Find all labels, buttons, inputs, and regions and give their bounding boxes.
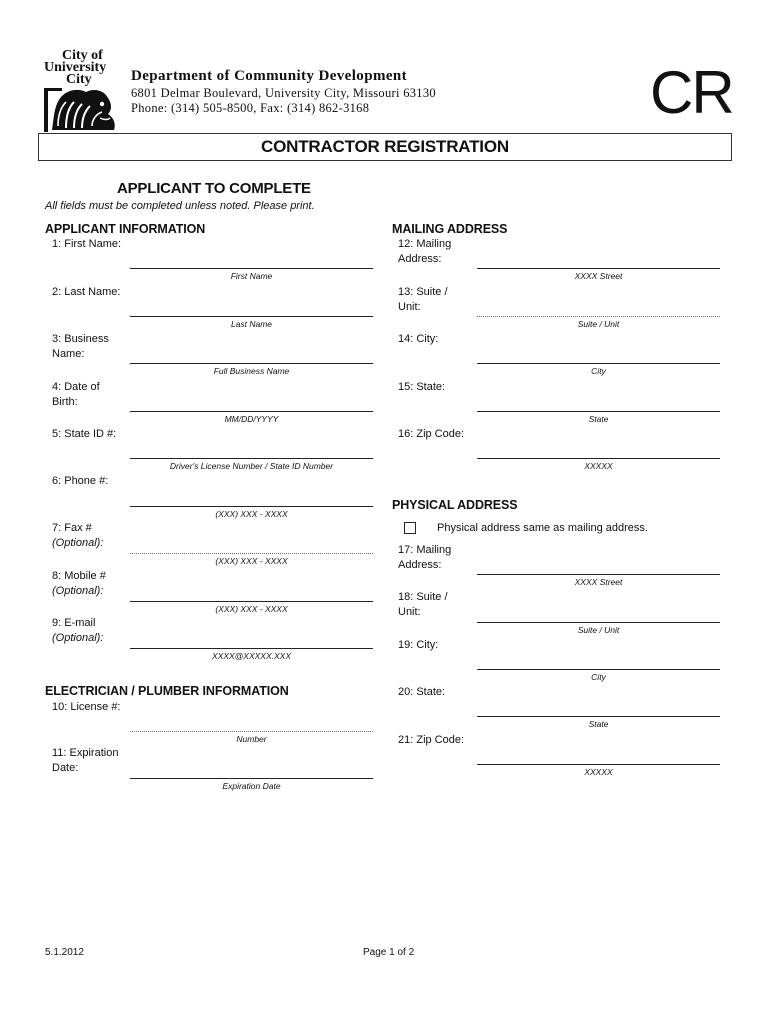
applicant-hint-1: First Name	[230, 271, 273, 281]
physical-input-line-3[interactable]	[477, 669, 720, 670]
physical-label-3: 19: City:	[398, 639, 439, 651]
mailing-label-3: 14: City:	[398, 333, 439, 345]
applicant-label-2: 2: Last Name:	[52, 286, 121, 298]
physical-label-5: 21: Zip Code:	[398, 734, 465, 746]
physical-input-line-1[interactable]	[477, 574, 720, 575]
applicant-hint-7: (XXX) XXX - XXXX	[215, 556, 288, 566]
physical-label-1: 17: Mailing Address:	[398, 544, 452, 571]
applicant-input-line-1[interactable]	[130, 268, 373, 269]
physical-input-line-4[interactable]	[477, 716, 720, 717]
department-name: Department of Community Development	[131, 68, 408, 84]
mailing-hint-4: State	[588, 414, 609, 424]
physical-hint-3: City	[591, 672, 606, 682]
electrician-label-2: 11: Expiration Date:	[52, 747, 119, 774]
applicant-input-line-5[interactable]	[130, 458, 373, 459]
physical-hint-4: State	[588, 719, 609, 729]
applicant-input-line-4[interactable]	[130, 411, 373, 412]
mailing-hint-2: Suite / Unit	[577, 319, 620, 329]
applicant-label-5: 5: State ID #:	[52, 428, 117, 440]
logo-line-2: University	[44, 60, 107, 75]
mailing-address-heading: MAILING ADDRESS	[392, 222, 508, 236]
logo-line-1: City of	[62, 48, 103, 63]
electrician-hint-2: Expiration Date	[222, 781, 281, 791]
applicant-hint-5: Driver's License Number / State ID Number	[169, 461, 334, 471]
footer-date: 5.1.2012	[45, 947, 84, 958]
applicant-input-line-6[interactable]	[130, 506, 373, 507]
physical-hint-2: Suite / Unit	[577, 625, 620, 635]
mailing-hint-3: City	[591, 366, 606, 376]
physical-input-line-2[interactable]	[477, 622, 720, 623]
applicant-input-line-2[interactable]	[130, 316, 373, 317]
form-code: CR	[650, 59, 733, 126]
mailing-input-line-2[interactable]	[477, 316, 720, 317]
applicant-heading: APPLICANT TO COMPLETE	[117, 180, 311, 197]
mailing-label-1: 12: Mailing Address:	[398, 238, 452, 265]
same-as-mailing-label: Physical address same as mailing address.	[437, 522, 648, 534]
applicant-input-line-8[interactable]	[130, 601, 373, 602]
electrician-input-line-2[interactable]	[130, 778, 373, 779]
applicant-info-heading: APPLICANT INFORMATION	[45, 222, 206, 236]
same-as-mailing-checkbox[interactable]	[404, 522, 416, 534]
applicant-label-7: 7: Fax #	[52, 522, 92, 534]
applicant-optional-8: (Optional):	[52, 585, 104, 597]
mailing-input-line-1[interactable]	[477, 268, 720, 269]
mailing-input-line-4[interactable]	[477, 411, 720, 412]
form-title: CONTRACTOR REGISTRATION	[261, 137, 509, 156]
applicant-hint-8: (XXX) XXX - XXXX	[215, 604, 288, 614]
logo-line-3: City	[66, 72, 92, 87]
applicant-label-4: 4: Date of Birth:	[52, 381, 100, 408]
applicant-optional-7: (Optional):	[52, 537, 104, 549]
applicant-hint-4: MM/DD/YYYY	[224, 414, 279, 424]
mailing-label-5: 16: Zip Code:	[398, 428, 465, 440]
applicant-label-6: 6: Phone #:	[52, 475, 109, 487]
electrician-hint-1: Number	[236, 734, 267, 744]
city-logo	[44, 48, 120, 132]
lion-icon	[44, 48, 120, 132]
mailing-hint-5: XXXXX	[584, 461, 613, 471]
mailing-hint-1: XXXX Street	[574, 271, 623, 281]
department-address: 6801 Delmar Boulevard, University City, Missouri 63130	[131, 86, 436, 100]
department-phone: Phone: (314) 505-8500, Fax: (314) 862-3168	[131, 101, 370, 115]
applicant-hint-6: (XXX) XXX - XXXX	[215, 509, 288, 519]
mailing-input-line-3[interactable]	[477, 363, 720, 364]
physical-address-heading: PHYSICAL ADDRESS	[392, 498, 518, 512]
mailing-label-4: 15: State:	[398, 381, 446, 393]
electrician-info-heading: ELECTRICIAN / PLUMBER INFORMATION	[45, 684, 289, 698]
physical-label-4: 20: State:	[398, 686, 446, 698]
mailing-label-2: 13: Suite / Unit:	[398, 286, 448, 313]
electrician-input-line-1[interactable]	[130, 731, 373, 732]
applicant-label-9: 9: E-mail	[52, 617, 96, 629]
footer-page: Page 1 of 2	[363, 947, 415, 958]
mailing-input-line-5[interactable]	[477, 458, 720, 459]
applicant-hint-3: Full Business Name	[213, 366, 290, 376]
physical-input-line-5[interactable]	[477, 764, 720, 765]
physical-label-2: 18: Suite / Unit:	[398, 591, 448, 618]
electrician-label-1: 10: License #:	[52, 701, 121, 713]
applicant-hint-2: Last Name	[230, 319, 273, 329]
applicant-input-line-7[interactable]	[130, 553, 373, 554]
applicant-optional-9: (Optional):	[52, 632, 104, 644]
physical-hint-1: XXXX Street	[574, 577, 623, 587]
instructions: All fields must be completed unless noted. Please print.	[45, 200, 315, 212]
physical-hint-5: XXXXX	[584, 767, 613, 777]
applicant-label-8: 8: Mobile #	[52, 570, 106, 582]
applicant-input-line-9[interactable]	[130, 648, 373, 649]
applicant-label-1: 1: First Name:	[52, 238, 122, 250]
applicant-input-line-3[interactable]	[130, 363, 373, 364]
applicant-label-3: 3: Business Name:	[52, 333, 109, 360]
applicant-hint-9: XXXX@XXXXX.XXX	[211, 651, 292, 661]
